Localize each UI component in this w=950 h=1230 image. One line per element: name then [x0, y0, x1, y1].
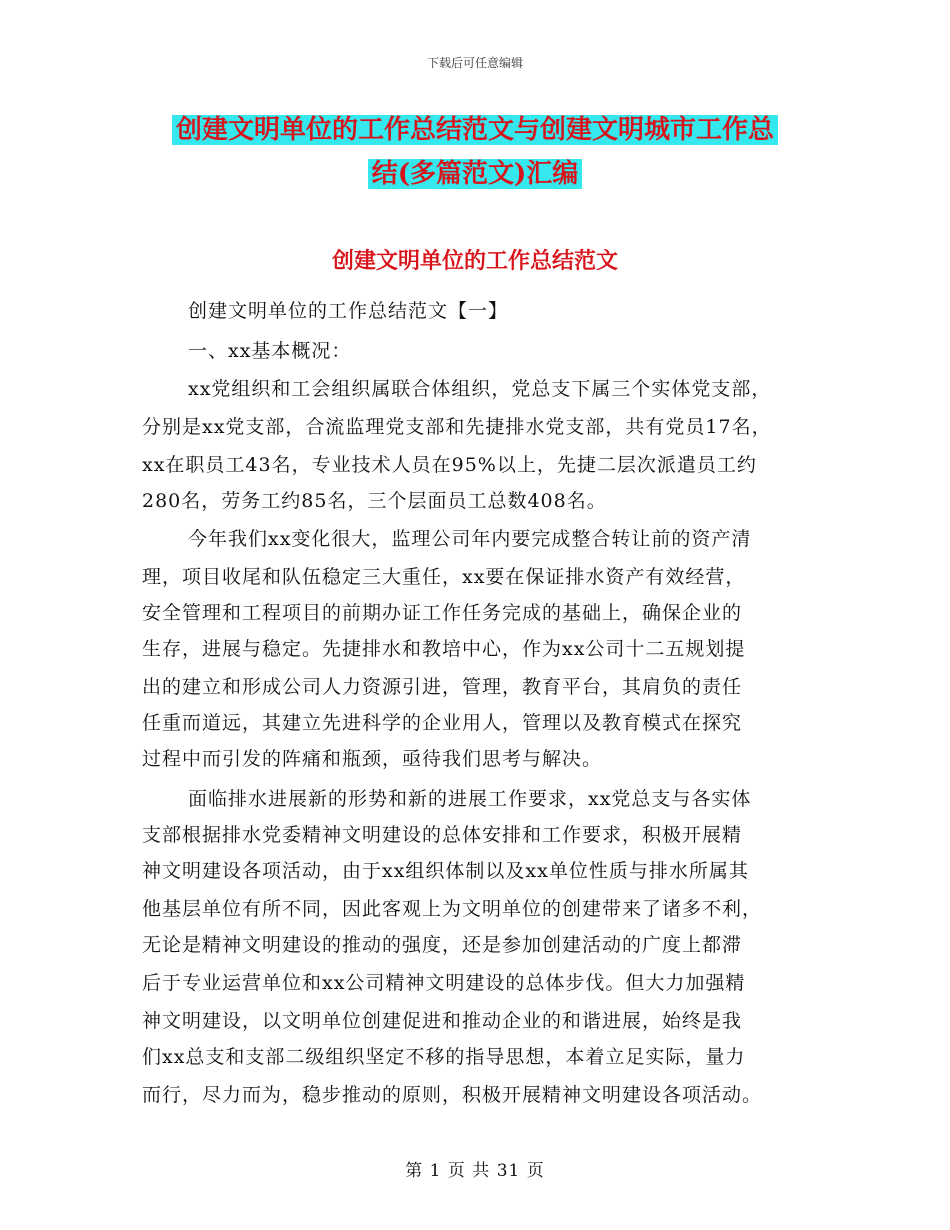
body-line: 过程中而引发的阵痛和瓶颈，亟待我们思考与解决。: [142, 748, 603, 770]
body-line: 分别是xx党支部，合流监理党支部和先捷排水党支部，共有党员17名，: [142, 416, 772, 438]
section-title: 创建文明单位的工作总结范文: [331, 248, 618, 274]
body-line: 后于专业运营单位和xx公司精神文明建设的总体步伐。但大力加强精: [142, 972, 746, 994]
body-line: 而行，尽力而为，稳步推动的原则，积极开展精神文明建设各项活动。: [142, 1084, 763, 1106]
body-line: 今年我们xx变化很大，监理公司年内要完成整合转让前的资产清: [188, 528, 752, 550]
header-note: 下载后可任意编辑: [426, 56, 523, 70]
body-line: 神文明建设，以文明单位创建促进和推动企业的和谐进展，始终是我: [142, 1010, 743, 1032]
body-line: 们xx总支和支部二级组织坚定不移的指导思想，本着立足实际，量力: [142, 1046, 746, 1068]
body-line: 安全管理和工程项目的前期办证工作任务完成的基础上，确保企业的: [142, 602, 743, 624]
body-line: 支部根据排水党委精神文明建设的总体安排和工作要求，积极开展精: [142, 824, 743, 846]
page-number-footer: 第 1 页 共 31 页: [405, 1161, 545, 1181]
body-line: 生存，进展与稳定。先捷排水和教培中心，作为xx公司十二五规划提: [142, 638, 746, 660]
body-line: 理，项目收尾和队伍稳定三大重任，xx要在保证排水资产有效经营，: [142, 566, 746, 588]
body-line: 280名，劳务工约85名，三个层面员工总数408名。: [142, 490, 607, 512]
body-line: 任重而道远，其建立先进科学的企业用人，管理以及教育模式在探究: [142, 712, 743, 734]
paragraph-heading: 创建文明单位的工作总结范文【一】: [188, 300, 509, 322]
paragraph-subheading: 一、xx基本概况：: [188, 340, 352, 362]
body-line: xx在职员工43名，专业技术人员在95%以上，先捷二层次派遣员工约: [142, 454, 757, 476]
body-line: 出的建立和形成公司人力资源引进，管理，教育平台，其肩负的责任: [142, 676, 743, 698]
document-title-line-1: 创建文明单位的工作总结范文与创建文明城市工作总: [0, 108, 950, 152]
body-line: xx党组织和工会组织属联合体组织，党总支下属三个实体党支部，: [188, 378, 772, 400]
body-line: 面临排水进展新的形势和新的进展工作要求，xx党总支与各实体: [188, 788, 752, 810]
body-line: 神文明建设各项活动，由于xx组织体制以及xx单位性质与排水所属其: [142, 860, 749, 882]
document-title-line-2: 结(多篇范文)汇编: [0, 152, 950, 196]
body-line: 他基层单位有所不同，因此客观上为文明单位的创建带来了诸多不利，: [142, 898, 763, 920]
body-line: 无论是精神文明建设的推动的强度，还是参加创建活动的广度上都滞: [142, 934, 743, 956]
